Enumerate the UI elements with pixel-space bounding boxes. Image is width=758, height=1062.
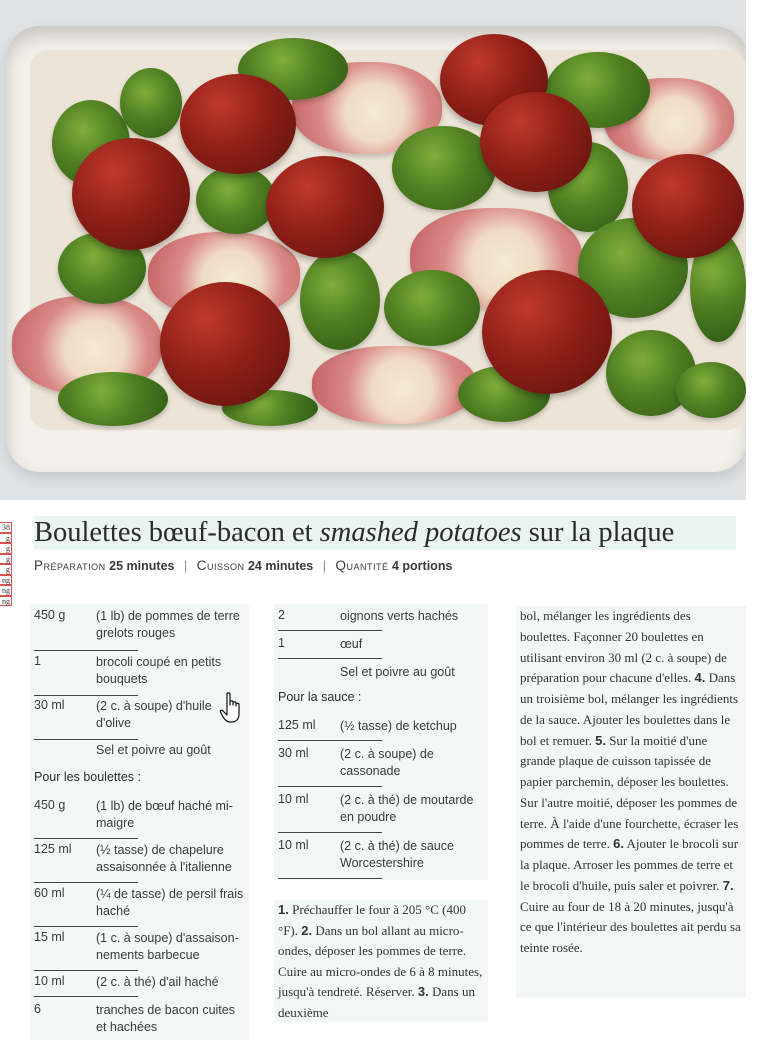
margin-tick: g — [0, 564, 12, 575]
meatball — [160, 282, 290, 406]
step-text: Cuire au four de 18 à 20 minutes, jusqu'à ce que l'intérieur des boulettes ait perdu sa teinte rosée. — [520, 898, 741, 955]
ingredient-desc: (2 c. à thé) de sauce Worcestershire — [340, 839, 454, 870]
ingredient-desc: (1 lb) de bœuf haché mi-maigre — [96, 799, 233, 830]
ingredient-qty: 10 ml — [278, 792, 309, 806]
section-heading: Pour la sauce : — [278, 690, 362, 704]
ingredient-qty: 1 — [278, 636, 285, 650]
broccoli — [384, 270, 480, 346]
potato — [312, 346, 476, 424]
ingredients-column-2 — [274, 604, 488, 880]
meatball — [482, 270, 612, 394]
margin-tick: g — [0, 543, 12, 554]
step-number: 7. — [722, 877, 734, 893]
meatball — [266, 156, 384, 258]
ingredient-qty: 1 — [34, 654, 41, 668]
step-number: 1. — [278, 902, 289, 917]
ingredient-qty: 125 ml — [34, 842, 72, 856]
ingredient-desc: (2 c. à thé) de moutarde en poudre — [340, 793, 474, 824]
margin-tick: g — [0, 554, 12, 565]
row-rule — [278, 630, 382, 631]
instructions-part-1 — [274, 900, 488, 1022]
margin-tick: ng — [2, 575, 10, 585]
row-rule — [278, 786, 382, 787]
ingredient-desc: (1 lb) de pommes de terre grelots rouges — [96, 609, 240, 640]
title-part: Boulettes bœuf-bacon et — [34, 517, 320, 548]
ingredient-desc: (½ tasse) de ketchup — [340, 719, 457, 733]
step-number: 6. — [613, 836, 624, 852]
recipe-photo — [0, 0, 746, 500]
ingredient-desc: Sel et poivre au goût — [96, 743, 211, 757]
ingredient-qty: 15 ml — [34, 930, 65, 944]
row-rule — [278, 658, 382, 659]
step-number: 4. — [694, 670, 706, 686]
recipe-meta — [34, 558, 452, 573]
step-text: Dans un troisième bol, mélanger les ingrédients de la sauce. Ajouter les boulettes dans le bol et remuer. — [520, 670, 739, 748]
meta-separator: | — [183, 559, 188, 573]
margin-tick: ng — [2, 596, 10, 606]
ingredient-desc: (2 c. à thé) d'ail haché — [96, 975, 219, 989]
broccoli — [676, 362, 746, 418]
broccoli — [196, 166, 276, 234]
prep-label: Préparation — [34, 558, 106, 573]
ingredient-qty: 6 — [34, 1002, 41, 1016]
step-text: Dans un deuxième — [278, 984, 475, 1020]
recipe-title — [34, 516, 736, 550]
ingredient-qty: 450 g — [34, 798, 66, 812]
ingredient-desc: œuf — [340, 637, 363, 651]
ingredients-column-1 — [30, 604, 249, 1040]
broccoli — [58, 372, 168, 426]
row-rule — [278, 832, 382, 833]
meatball — [180, 74, 296, 174]
ingredient-qty: 125 ml — [278, 718, 316, 732]
ingredient-qty: 60 ml — [34, 886, 65, 900]
row-rule — [34, 695, 138, 696]
row-rule — [34, 926, 138, 927]
row-rule — [34, 739, 138, 740]
cook-value: 24 minutes — [247, 559, 314, 573]
hand-pointer-icon — [219, 692, 245, 724]
step-number: 3. — [417, 984, 429, 1000]
ingredient-desc: (2 c. à soupe) d'huile d'olive — [96, 699, 212, 730]
ingredient-desc: oignons verts hachés — [340, 609, 459, 623]
ingredient-qty: 30 ml — [278, 746, 309, 760]
row-rule — [278, 878, 382, 879]
qty-value: 4 portions — [391, 559, 453, 573]
step-text: Ajouter le brocoli sur la plaque. Arroser les pommes de terre et le brocoli d'huile, puis saler et poivrer. — [520, 836, 739, 893]
ingredient-qty: 30 ml — [34, 698, 65, 712]
ingredient-desc: (¼ de tasse) de persil frais haché — [96, 887, 244, 918]
step-number: 2. — [301, 922, 313, 938]
ingredient-desc: tranches de bacon cuites et hachées — [96, 1003, 235, 1034]
qty-label: Quantité — [335, 558, 389, 573]
meatball — [632, 154, 744, 258]
meatball — [72, 138, 190, 250]
row-rule — [34, 882, 138, 883]
broccoli — [120, 68, 182, 138]
title-italic: smashed potatoes — [319, 517, 522, 548]
cook-label: Cuisson — [196, 558, 245, 573]
ingredient-desc: Sel et poivre au goût — [340, 665, 455, 679]
ingredient-qty: 2 — [278, 608, 285, 622]
step-text: Dans un bol allant au micro-ondes, déposer les pommes de terre. Cuire au micro-ondes de 6 à 8 minutes, jusqu'à tendreté. Réserver. — [278, 922, 483, 1000]
section-heading: Pour les boulettes : — [34, 770, 142, 784]
step-text: bol, mélanger les ingrédients des boulettes. Façonner 20 boulettes en utilisant environ 30 ml (2 c. à soupe) de préparation pour chacune d'elles. — [520, 608, 727, 686]
margin-tick: 38 — [2, 523, 10, 532]
title-part: sur la plaque — [521, 517, 675, 548]
ingredient-desc: (1 c. à soupe) d'assaisonnements barbecue — [96, 931, 239, 962]
step-text: Sur la moitié d'une grande plaque de cuisson tapissée de papier parchemin, déposer les boulettes. Sur l'autre moitié, déposer les pommes de terre. À l'aide d'une fourchette, écraser les pommes de terre. — [520, 732, 739, 852]
margin-tick: ng — [2, 586, 10, 595]
ingredient-desc: brocoli coupé en petits bouquets — [96, 655, 222, 686]
meatball — [480, 92, 592, 192]
ingredient-qty: 10 ml — [278, 838, 309, 852]
ingredient-desc: (2 c. à soupe) de cassonade — [340, 747, 434, 778]
ingredient-qty: 450 g — [34, 608, 66, 622]
ingredient-desc: (½ tasse) de chapelure assaisonnée à l'italienne — [96, 843, 232, 874]
row-rule — [34, 650, 138, 651]
step-text: Préchauffer le four à 205 °C (400 °F). — [278, 902, 466, 938]
instructions-part-2 — [516, 606, 746, 998]
broccoli — [300, 250, 380, 350]
step-number: 5. — [595, 732, 606, 748]
meta-separator: | — [322, 559, 326, 573]
margin-tick: g — [0, 533, 12, 544]
ingredient-qty: 10 ml — [34, 974, 65, 988]
row-rule — [34, 996, 138, 997]
row-rule — [34, 970, 138, 971]
adjacent-page-margin — [0, 522, 12, 606]
prep-value: 25 minutes — [109, 559, 175, 573]
row-rule — [34, 838, 138, 839]
row-rule — [278, 740, 382, 741]
